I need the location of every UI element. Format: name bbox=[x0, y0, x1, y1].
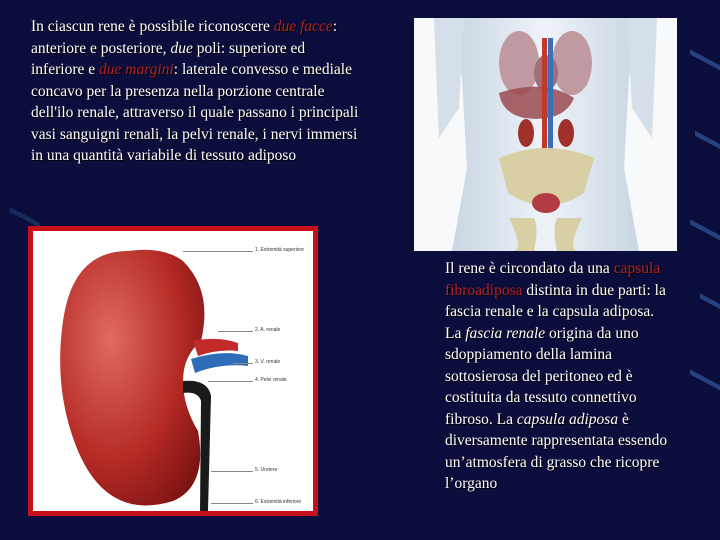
kidney-figure-inner bbox=[33, 231, 313, 511]
background-streak bbox=[690, 369, 720, 395]
intro-highlight-due-facce: due facce bbox=[273, 18, 333, 35]
capsule-text-2: distinta in due parti: la fascia renale e la capsula adiposa. La bbox=[445, 281, 666, 342]
label-leader-line bbox=[211, 471, 253, 472]
capsule-highlight-capsula-adiposa: capsula adiposa bbox=[516, 410, 619, 428]
label-leader-line bbox=[218, 331, 253, 332]
intro-text-4: : laterale convesso e mediale concavo per la presenza nella porzione centrale dell'ilo renale, attraverso il quale passano i principali vasi sanguigni renali, la pelvi renale, i nervi immersi in una quantità variabile di tessuto adiposo bbox=[31, 61, 359, 164]
label-leader-line bbox=[208, 381, 253, 382]
capsule-text-4: è diversamente rappresentata essendo un’atmosfera di grasso che ricopre l’organo bbox=[445, 410, 668, 492]
torso-illustration bbox=[414, 18, 677, 251]
background-streak bbox=[700, 293, 720, 311]
kidney-label-4: 4. Pelvi renale bbox=[255, 377, 287, 383]
label-leader-line bbox=[233, 363, 253, 364]
intro-text-1: In ciascun rene è possibile riconoscere bbox=[31, 18, 274, 35]
kidney-figure bbox=[28, 226, 318, 516]
intro-highlight-due-margini: due margini bbox=[99, 61, 174, 78]
label-leader-line bbox=[183, 251, 253, 252]
intro-highlight-due: due bbox=[170, 39, 193, 57]
background-streak bbox=[10, 207, 40, 228]
intro-text-2: : anteriore e posteriore, bbox=[31, 18, 337, 57]
anatomy-figure bbox=[414, 18, 677, 251]
capsule-text-1: Il rene è circondato da una bbox=[445, 260, 614, 277]
kidney-label-3: 3. V. renale bbox=[255, 359, 281, 365]
capsule-highlight-fibroadiposa: capsula fibroadiposa bbox=[445, 260, 661, 299]
capsule-paragraph bbox=[445, 258, 673, 495]
background-streak bbox=[695, 131, 720, 155]
kidney-label-1: 1. Estremità superiore bbox=[255, 247, 304, 253]
label-leader-line bbox=[211, 503, 253, 504]
capsule-highlight-fascia-renale: fascia renale bbox=[465, 324, 546, 342]
intro-text-3: poli: superiore ed inferiore e bbox=[31, 39, 306, 78]
capsule-text-3: origina da uno sdoppiamento della lamina sottosierosa del peritoneo ed è costituita da tessuto connettivo fibroso. La bbox=[445, 324, 639, 428]
intro-paragraph bbox=[31, 16, 361, 167]
kidney-label-6: 6. Estremità inferiore bbox=[255, 499, 302, 505]
background-streak bbox=[690, 219, 720, 245]
kidney-label-5: 5. Uretere bbox=[255, 467, 278, 473]
background-streak bbox=[690, 49, 720, 75]
kidney-label-2: 2. A. renale bbox=[255, 327, 281, 333]
